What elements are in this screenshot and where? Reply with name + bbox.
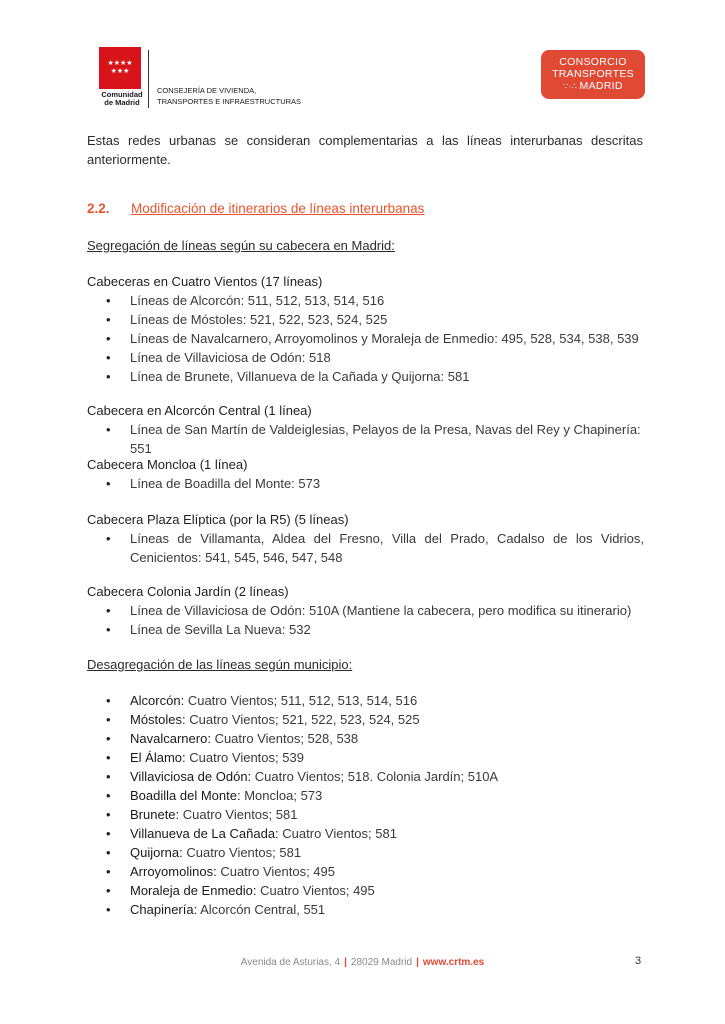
department-line-1: CONSEJERÍA DE VIVIENDA, — [157, 86, 257, 95]
ctm-logo-line-3-text: MADRID — [579, 80, 623, 92]
disaggregation-heading: Desagregación de las líneas según municipio: — [87, 657, 353, 672]
list-item — [104, 310, 644, 329]
consorcio-transportes-logo — [541, 50, 645, 99]
bullet-icon: • — [106, 331, 111, 346]
list-item — [104, 767, 644, 786]
bullet-icon: • — [106, 712, 111, 727]
list-item — [104, 824, 644, 843]
municipality-name: Villanueva de La Cañada: — [130, 826, 279, 841]
group-title: Cabecera en Alcorcón Central (1 línea) — [87, 403, 312, 418]
group-list — [104, 474, 644, 493]
group-list — [104, 291, 644, 386]
list-item-text: Líneas de Navalcarnero, Arroyomolinos y Moraleja de Enmedio: 495, 528, 534, 538, 539 — [130, 331, 639, 346]
page-number: 3 — [635, 955, 642, 967]
bullet-icon: • — [106, 883, 111, 898]
bullet-icon: • — [106, 788, 111, 803]
list-item — [104, 729, 644, 748]
bullet-icon: • — [106, 807, 111, 822]
municipality-detail: Cuatro Vientos; 581 — [282, 826, 397, 841]
intro-paragraph: Estas redes urbanas se consideran complementarias a las líneas interurbanas descritas anteriormente. — [87, 133, 643, 167]
logo-caption — [99, 91, 145, 107]
municipality-name: Moraleja de Enmedio: — [130, 883, 257, 898]
group-title: Cabecera Moncloa (1 línea) — [87, 457, 248, 472]
header-divider — [148, 50, 149, 108]
bullet-icon: • — [106, 422, 111, 437]
list-item — [104, 710, 644, 729]
municipality-name: Alcorcón: — [130, 693, 185, 708]
list-item — [104, 348, 644, 367]
ctm-logo-line-2: TRANSPORTES — [552, 68, 634, 80]
municipality-detail: Moncloa; 573 — [244, 788, 323, 803]
bullet-icon: • — [106, 750, 111, 765]
municipality-detail: Cuatro Vientos; 495 — [260, 883, 375, 898]
municipality-name: El Álamo: — [130, 750, 186, 765]
logo-caption-line-2: de Madrid — [104, 98, 140, 107]
list-item — [104, 529, 644, 567]
municipality-detail: Alcorcón Central, 551 — [200, 902, 326, 917]
list-item — [104, 843, 644, 862]
department-line-2: TRANSPORTES E INFRAESTRUCTURAS — [157, 97, 302, 106]
section-title: Modificación de itinerarios de líneas interurbanas — [131, 201, 425, 216]
municipality-detail: Cuatro Vientos; 528, 538 — [214, 731, 359, 746]
municipality-name: Villaviciosa de Odón: — [130, 769, 252, 784]
municipality-list — [104, 691, 644, 919]
municipality-name: Brunete: — [130, 807, 180, 822]
footer-website-link[interactable]: www.crtm.es — [422, 957, 485, 968]
municipality-name: Navalcarnero: — [130, 731, 211, 746]
list-item-text: Líneas de Móstoles: 521, 522, 523, 524, 525 — [130, 312, 388, 327]
municipality-detail: Cuatro Vientos; 521, 522, 523, 524, 525 — [189, 712, 420, 727]
group-list — [104, 601, 644, 639]
footer-address: Avenida de Asturias, 4 — [240, 957, 341, 968]
footer-separator: | — [344, 957, 347, 968]
municipality-detail: Cuatro Vientos; 539 — [189, 750, 304, 765]
group-list — [104, 529, 644, 567]
bullet-icon: • — [106, 845, 111, 860]
list-item-text: Línea de Sevilla La Nueva: 532 — [130, 622, 311, 637]
list-item — [104, 691, 644, 710]
section-number: 2.2. — [87, 201, 110, 216]
municipality-name: Chapinería: — [130, 902, 198, 917]
footer-postal: 28029 Madrid — [350, 957, 413, 968]
list-item — [104, 291, 644, 310]
dots-icon: ∵·∴ — [563, 82, 580, 91]
list-item — [104, 862, 644, 881]
list-item-text: Línea de San Martín de Valdeiglesias, Pelayos de la Presa, Navas del Rey y Chapinería: 551 — [130, 422, 641, 456]
bullet-icon: • — [106, 826, 111, 841]
list-item — [104, 786, 644, 805]
segregation-heading: Segregación de líneas según su cabecera en Madrid: — [87, 238, 395, 253]
list-item — [104, 601, 644, 620]
list-item-text: Líneas de Villamanta, Aldea del Fresno, Villa del Prado, Cadalso de los Vidrios, Cenicientos: 541, 545, 546, 547, 548 — [130, 531, 644, 565]
list-item — [104, 748, 644, 767]
municipality-name: Arroyomolinos: — [130, 864, 217, 879]
list-item — [104, 474, 644, 493]
list-item — [104, 900, 644, 919]
bullet-icon: • — [106, 312, 111, 327]
bullet-icon: • — [106, 769, 111, 784]
list-item-text: Línea de Brunete, Villanueva de la Cañada y Quijorna: 581 — [130, 369, 470, 384]
bullet-icon: • — [106, 864, 111, 879]
group-title: Cabecera Colonia Jardín (2 líneas) — [87, 584, 289, 599]
ctm-logo-line-1: CONSORCIO — [559, 56, 627, 68]
municipality-detail: Cuatro Vientos; 511, 512, 513, 514, 516 — [187, 693, 418, 708]
list-item — [104, 881, 644, 900]
list-item-text: Línea de Boadilla del Monte: 573 — [130, 476, 321, 491]
list-item-text: Líneas de Alcorcón: 511, 512, 513, 514, 516 — [130, 293, 385, 308]
list-item — [104, 420, 644, 458]
list-item — [104, 329, 644, 348]
bullet-icon: • — [106, 350, 111, 365]
list-item-text: Línea de Villaviciosa de Odón: 518 — [130, 350, 331, 365]
municipality-detail: Cuatro Vientos; 581 — [182, 807, 298, 822]
list-item — [104, 620, 644, 639]
madrid-flag-icon — [99, 47, 141, 89]
bullet-icon: • — [106, 293, 111, 308]
footer-separator: | — [416, 957, 419, 968]
bullet-icon: • — [106, 369, 111, 384]
bullet-icon: • — [106, 622, 111, 637]
ctm-logo-line-3 — [541, 80, 645, 93]
comunidad-madrid-logo — [99, 47, 145, 109]
page-footer — [0, 957, 725, 968]
municipality-name: Quijorna: — [130, 845, 183, 860]
bullet-icon: • — [106, 476, 111, 491]
list-item — [104, 367, 644, 386]
bullet-icon: • — [106, 693, 111, 708]
bullet-icon: • — [106, 603, 111, 618]
logo-caption-line-1: Comunidad — [101, 90, 143, 99]
department-name — [157, 85, 301, 107]
list-item — [104, 805, 644, 824]
list-item-text: Línea de Villaviciosa de Odón: 510A (Mantiene la cabecera, pero modifica su itinerario) — [130, 603, 632, 618]
bullet-icon: • — [106, 902, 111, 917]
stars-icon: ★★★★ ★★★ — [107, 59, 133, 75]
bullet-icon: • — [106, 531, 111, 546]
municipality-name: Boadilla del Monte: — [130, 788, 241, 803]
municipality-detail: Cuatro Vientos; 518. Colonia Jardín; 510A — [254, 769, 499, 784]
group-list — [104, 420, 644, 458]
group-title: Cabeceras en Cuatro Vientos (17 líneas) — [87, 274, 323, 289]
group-title: Cabecera Plaza Elíptica (por la R5) (5 líneas) — [87, 512, 349, 527]
municipality-detail: Cuatro Vientos; 495 — [220, 864, 335, 879]
bullet-icon: • — [106, 731, 111, 746]
municipality-detail: Cuatro Vientos; 581 — [186, 845, 302, 860]
municipality-name: Móstoles: — [130, 712, 186, 727]
